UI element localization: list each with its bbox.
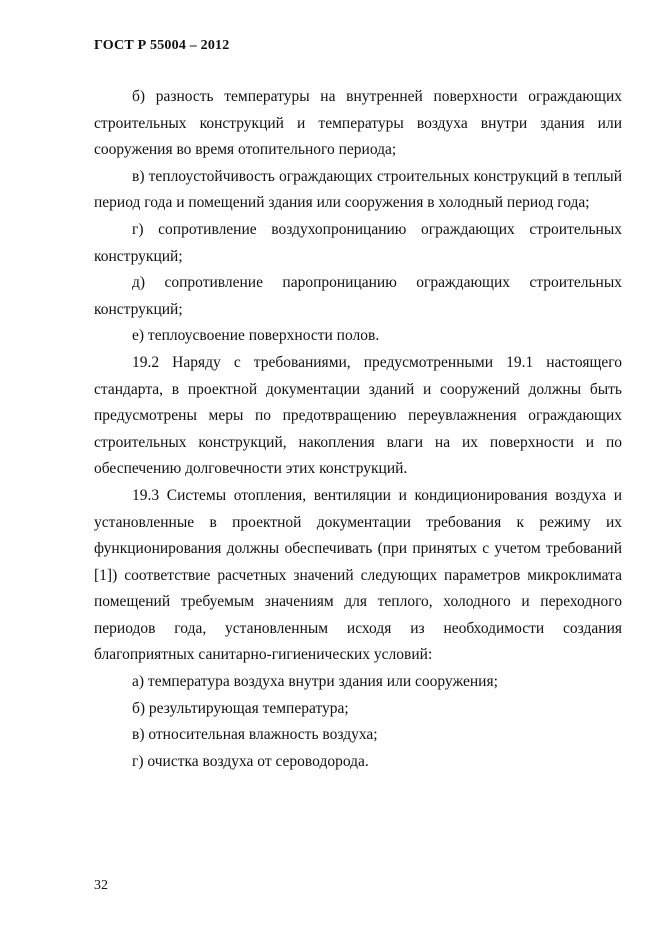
list-item-g: г) очистка воздуха от сероводорода. <box>132 752 369 770</box>
page-number: 32 <box>94 878 108 893</box>
list-item-a: а) температура воздуха внутри здания или сооружения; <box>132 673 498 691</box>
paragraph-item-v: в) теплоустойчивость ограждающих строительных конструкций в теплый период года и помещений здания или сооружения в холодный период года; <box>94 167 622 212</box>
paragraph-item-g: г) сопротивление воздухопроницанию ограждающих строительных конструкций; <box>94 220 622 265</box>
paragraph-19-3: 19.3 Системы отопления, вентиляции и кондиционирования воздуха и установленные в проектной документации требования к режиму их функционирования должны обеспечивать (при принятых с учетом требований [1]) соответствие расчетных значений следующих параметров микроклимата помещений требуемым значениям для теплого, холодного и переходного периодов года, установленным исходя из необходимости создания благоприятных санитарно-гигиенических условий: <box>94 486 622 664</box>
paragraph-item-b: б) разность температуры на внутренней поверхности ограждающих строительных конструкций и температуры воздуха внутри здания или сооружения во время отопительного периода; <box>94 88 622 159</box>
list-item-b: б) результирующая температура; <box>132 699 349 717</box>
paragraph-19-2: 19.2 Наряду с требованиями, предусмотренными 19.1 настоящего стандарта, в проектной документации зданий и сооружений должны быть предусмотрены меры по предотвращению переувлажнения ограждающих строительных конструкций, накопления влаги на их поверхности и по обеспечению долговечности этих конструкций. <box>94 353 622 478</box>
document-body <box>94 84 622 775</box>
list-item-v: в) относительная влажность воздуха; <box>132 726 378 744</box>
paragraph-item-e: е) теплоусвоение поверхности полов. <box>132 327 380 345</box>
paragraph-item-d: д) сопротивление паропроницанию ограждающих строительных конструкций; <box>94 274 622 318</box>
document-header: ГОСТ Р 55004 – 2012 <box>94 38 230 53</box>
